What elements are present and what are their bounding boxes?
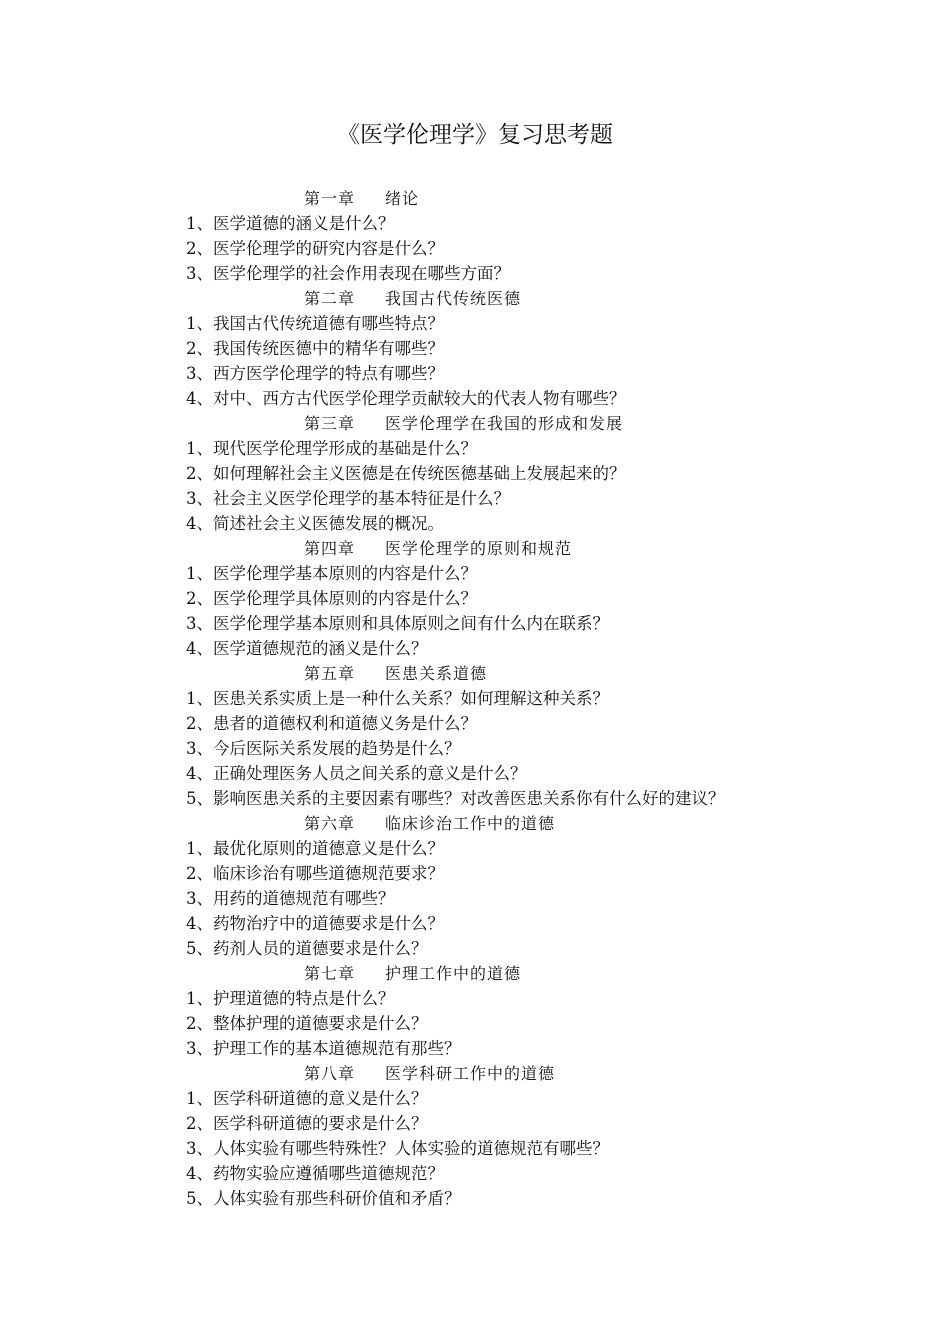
chapter-name: 临床诊治工作中的道德 (385, 814, 556, 833)
question-item: 4、药物实验应遵循哪些道德规范？ (186, 1164, 444, 1183)
question-item: 4、药物治疗中的道德要求是什么？ (186, 914, 444, 933)
question-item: 3、今后医际关系发展的趋势是什么？ (186, 739, 461, 758)
question-item: 3、人体实验有哪些特殊性？人体实验的道德规范有哪些？ (186, 1139, 609, 1158)
question-item: 4、简述社会主义医德发展的概况。 (186, 514, 444, 533)
question-item: 2、整体护理的道德要求是什么？ (186, 1014, 428, 1033)
question-item: 3、社会主义医学伦理学的基本特征是什么？ (186, 489, 510, 508)
chapter-number: 第三章 (304, 414, 356, 433)
question-item: 2、如何理解社会主义医德是在传统医德基础上发展起来的？ (186, 464, 626, 483)
chapter-number: 第一章 (304, 189, 356, 208)
chapter-number: 第七章 (304, 964, 356, 983)
question-item: 1、医患关系实质上是一种什么关系？如何理解这种关系？ (186, 689, 609, 708)
question-item: 2、医学伦理学的研究内容是什么？ (186, 239, 444, 258)
question-item: 1、医学伦理学基本原则的内容是什么？ (186, 564, 477, 583)
chapter-number: 第四章 (304, 539, 356, 558)
question-item: 3、西方医学伦理学的特点有哪些？ (186, 364, 444, 383)
chapter-name: 绪论 (385, 189, 420, 208)
chapter-name: 医学科研工作中的道德 (385, 1064, 556, 1083)
chapter-heading (186, 1061, 886, 1086)
question-item: 1、我国古代传统道德有哪些特点？ (186, 314, 444, 333)
question-item: 5、药剂人员的道德要求是什么？ (186, 939, 428, 958)
chapter-heading (186, 961, 886, 986)
chapter-name: 我国古代传统医德 (385, 289, 522, 308)
chapter-name: 医学伦理学的原则和规范 (385, 539, 573, 558)
question-item: 3、护理工作的基本道德规范有那些？ (186, 1039, 461, 1058)
chapter-heading (186, 811, 886, 836)
chapter-number: 第六章 (304, 814, 356, 833)
question-item: 1、医学科研道德的意义是什么？ (186, 1089, 428, 1108)
chapter-number: 第五章 (304, 664, 356, 683)
chapter-number: 第八章 (304, 1064, 356, 1083)
question-item: 5、人体实验有那些科研价值和矛盾？ (186, 1189, 461, 1208)
document-title: 《医学伦理学》复习思考题 (337, 122, 613, 148)
chapter-heading (186, 286, 886, 311)
question-item: 2、医学伦理学具体原则的内容是什么？ (186, 589, 477, 608)
question-item: 2、患者的道德权利和道德义务是什么？ (186, 714, 477, 733)
question-item: 3、医学伦理学的社会作用表现在哪些方面？ (186, 264, 510, 283)
question-item: 2、医学科研道德的要求是什么？ (186, 1114, 428, 1133)
chapter-name: 护理工作中的道德 (385, 964, 522, 983)
chapter-number: 第二章 (304, 289, 356, 308)
question-item: 1、最优化原则的道德意义是什么？ (186, 839, 444, 858)
question-item: 5、影响医患关系的主要因素有哪些？对改善医患关系你有什么好的建议？ (186, 789, 725, 808)
chapter-heading (186, 536, 886, 561)
question-list (186, 186, 886, 1211)
chapter-name: 医学伦理学在我国的形成和发展 (385, 414, 624, 433)
chapter-heading (186, 186, 886, 211)
question-item: 3、医学伦理学基本原则和具体原则之间有什么内在联系？ (186, 614, 609, 633)
question-item: 1、现代医学伦理学形成的基础是什么？ (186, 439, 477, 458)
chapter-name: 医患关系道德 (385, 664, 488, 683)
question-item: 2、我国传统医德中的精华有哪些？ (186, 339, 444, 358)
chapter-heading (186, 661, 886, 686)
question-item: 4、医学道德规范的涵义是什么？ (186, 639, 428, 658)
question-item: 3、用药的道德规范有哪些？ (186, 889, 395, 908)
chapter-heading (186, 411, 886, 436)
question-item: 4、对中、西方古代医学伦理学贡献较大的代表人物有哪些？ (186, 389, 626, 408)
question-item: 1、护理道德的特点是什么？ (186, 989, 395, 1008)
question-item: 4、正确处理医务人员之间关系的意义是什么？ (186, 764, 527, 783)
question-item: 1、医学道德的涵义是什么？ (186, 214, 395, 233)
question-item: 2、临床诊治有哪些道德规范要求？ (186, 864, 444, 883)
